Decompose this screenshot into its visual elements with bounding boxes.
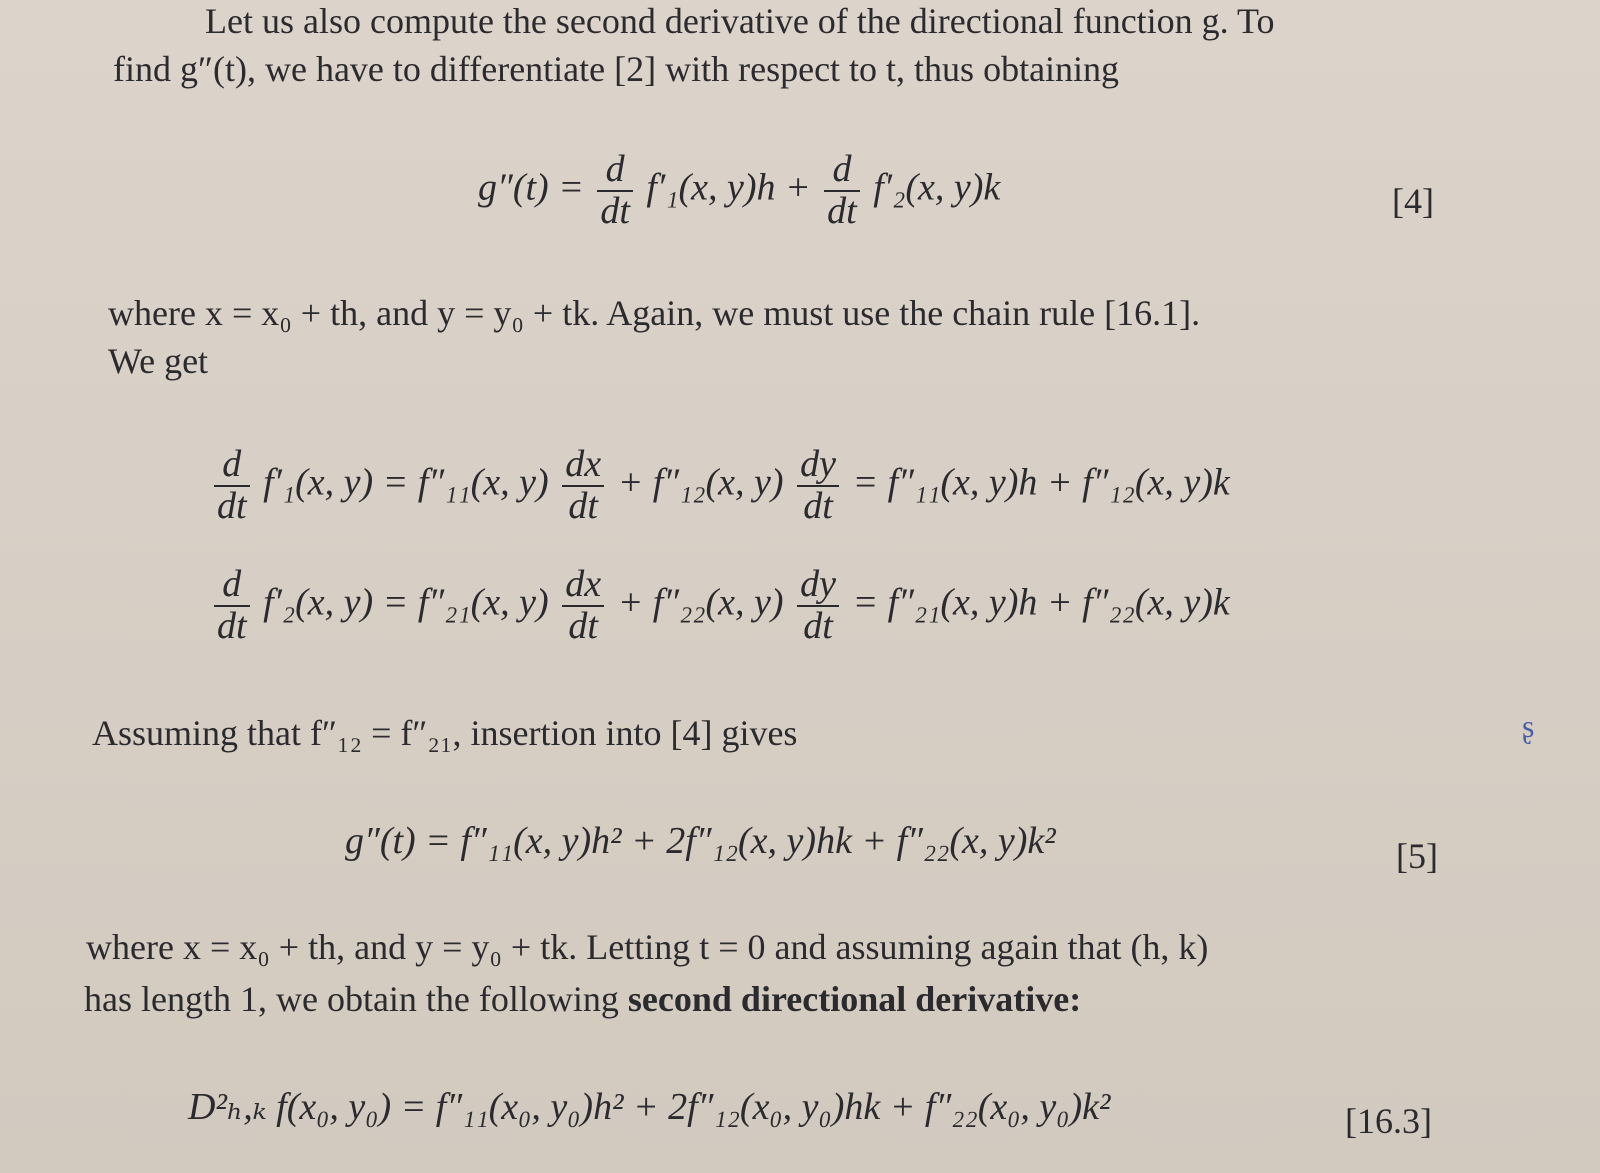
chain1-frac-dx [562, 445, 604, 527]
chain1-frac-dy [797, 445, 839, 527]
chain-rule-line-2 [210, 565, 1230, 647]
eq4-frac-1 [597, 150, 633, 232]
frac-num: dy [797, 445, 839, 487]
frac-den: dt [217, 484, 247, 527]
margin-ink-mark: ʂ [1522, 708, 1535, 744]
paragraph-4-line-2 [84, 978, 1081, 1021]
paragraph-3-line-1: Assuming that f″₁₂ = f″₂₁, insertion into [4] gives [92, 713, 798, 753]
chain-rule-line-1 [210, 445, 1230, 527]
equation-4 [478, 150, 1000, 232]
chain2-rhs: = f″₂₁(x, y)h + f″₂₂(x, y)k [852, 581, 1230, 624]
equation-16-3: D²ₕ,ₖ f(x₀, y₀) = f″₁₁(x₀, y₀)h² + 2f″₁₂(x₀, y₀)hk + f″₂₂(x₀, y₀)k² [188, 1086, 1111, 1128]
frac-den: dt [568, 484, 598, 527]
chain2-mid: + f″₂₂(x, y) [617, 581, 784, 624]
chain2-frac-dy [797, 565, 839, 647]
paragraph-4-line-1: where x = x₀ + th, and y = y₀ + tk. Letting t = 0 and assuming again that (h, k) [86, 927, 1209, 967]
paragraph-2-line-1: where x = x₀ + th, and y = y₀ + tk. Again, we must use the chain rule [16.1]. [108, 293, 1201, 333]
frac-den: dt [827, 189, 857, 232]
equation-16-3-tag: [16.3] [1345, 1101, 1432, 1141]
chain2-lhs: f′₂(x, y) = f″₂₁(x, y) [263, 581, 549, 624]
paragraph-4-bold-term: second directional derivative: [627, 979, 1082, 1019]
frac-num: dx [562, 445, 604, 487]
chain2-frac-d [214, 565, 250, 647]
eq4-term-1: f′₁(x, y)h + [646, 166, 811, 209]
eq4-term-2: f′₂(x, y)k [873, 166, 1001, 209]
eq4-lhs: g″(t) = [478, 166, 584, 209]
chain1-mid: + f″₁₂(x, y) [617, 461, 784, 504]
chain1-rhs: = f″₁₁(x, y)h + f″₁₂(x, y)k [852, 461, 1230, 504]
frac-den: dt [803, 604, 833, 647]
eq4-frac-2 [824, 150, 860, 232]
frac-num: d [824, 150, 860, 192]
equation-5-tag: [5] [1396, 836, 1438, 876]
equation-4-tag: [4] [1392, 181, 1434, 221]
chain1-lhs: f′₁(x, y) = f″₁₁(x, y) [263, 461, 549, 504]
frac-num: dy [797, 565, 839, 607]
frac-den: dt [217, 604, 247, 647]
paragraph-1-line-2: find g″(t), we have to differentiate [2] with respect to t, thus obtaining [113, 49, 1120, 89]
frac-den: dt [568, 604, 598, 647]
chain2-frac-dx [562, 565, 604, 647]
chain1-frac-d [214, 445, 250, 527]
frac-num: d [214, 565, 250, 607]
frac-num: d [214, 445, 250, 487]
frac-num: d [597, 150, 633, 192]
frac-den: dt [803, 484, 833, 527]
frac-den: dt [600, 189, 630, 232]
paragraph-2-line-2: We get [108, 341, 209, 381]
paragraph-1-line-1: Let us also compute the second derivative of the directional function g. To [205, 1, 1275, 41]
frac-num: dx [562, 565, 604, 607]
paragraph-4-line-2-text: has length 1, we obtain the following [84, 979, 628, 1019]
equation-5: g″(t) = f″₁₁(x, y)h² + 2f″₁₂(x, y)hk + f″₂₂(x, y)k² [345, 820, 1056, 862]
